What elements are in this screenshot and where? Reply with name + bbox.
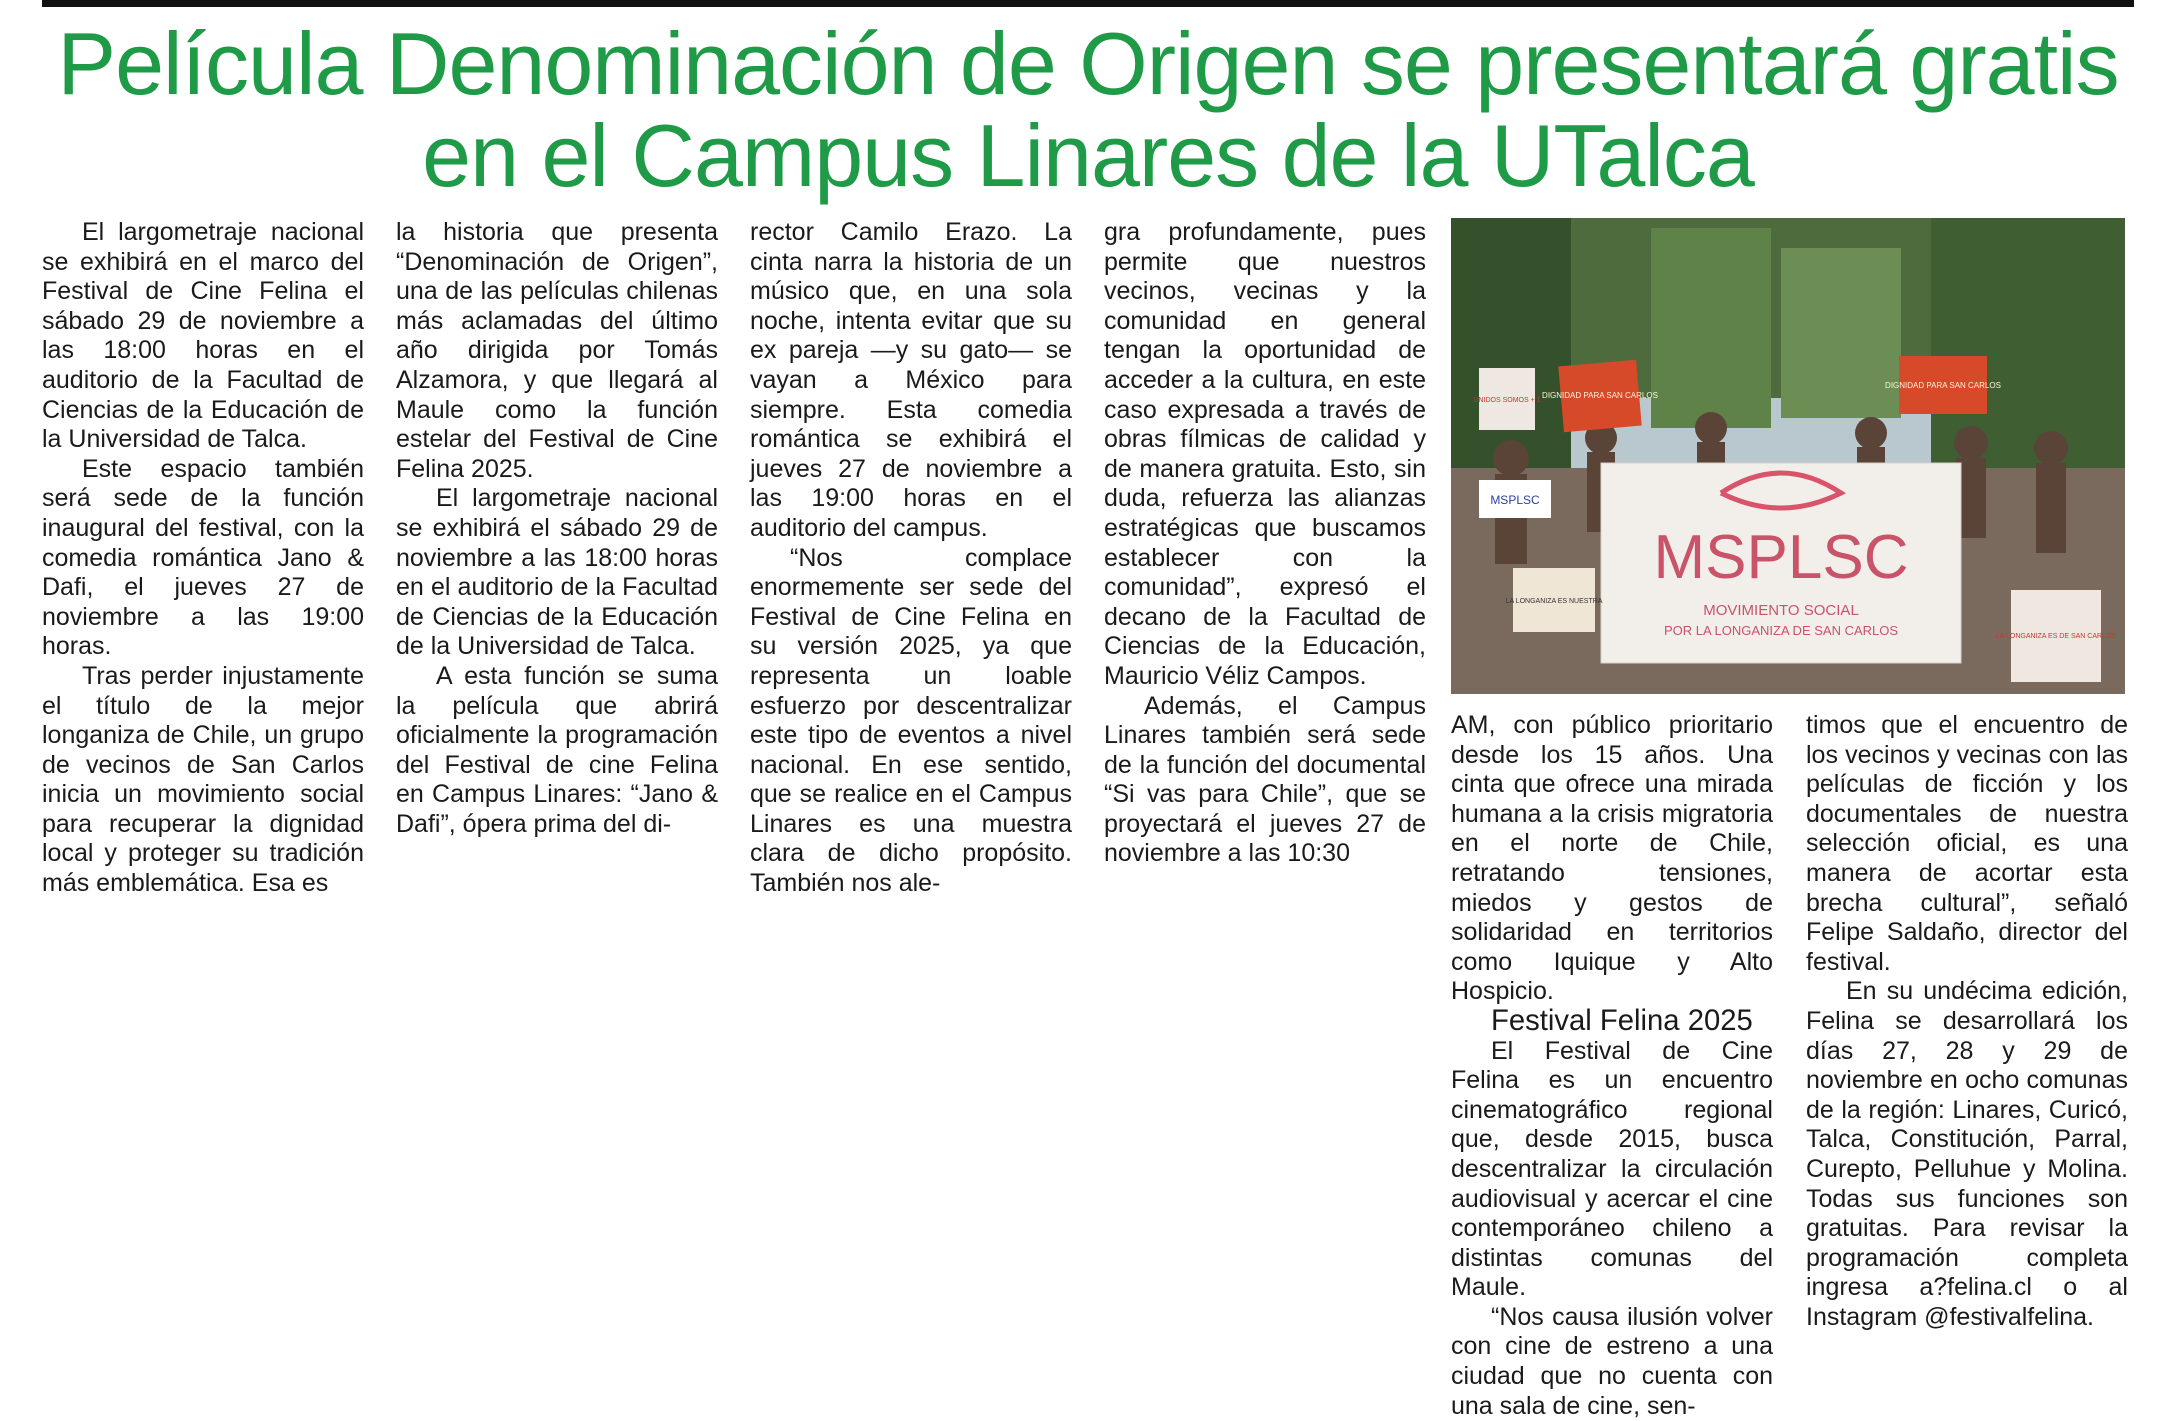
svg-text:DIGNIDAD PARA SAN CARLOS: DIGNIDAD PARA SAN CARLOS xyxy=(1542,391,1658,400)
protest-sign-white xyxy=(1473,368,1540,430)
article-column-2 xyxy=(396,218,718,839)
banner-sub-text-2: POR LA LONGANIZA DE SAN CARLOS xyxy=(1663,623,1899,638)
paragraph: El Festival de Cine Felina es un encuentro cinematográfico regional que, desde 2015, busca descentralizar la circulación audiovisual y acercar el cine contemporáneo chileno a distintas comunas del Maule. xyxy=(1451,1036,1773,1302)
headline xyxy=(30,14,2146,205)
article-photo xyxy=(1451,218,2125,694)
headline-line-1: Película Denominación de Origen se presentará gratis xyxy=(57,14,2119,113)
top-rule xyxy=(42,0,2134,7)
paragraph: rector Camilo Erazo. La cinta narra la historia de un músico que, en una sola noche, intenta evitar que su ex pareja —y su gato— se vayan a México para siempre. Esta comedia romántica se exhibirá el jueves 27 de noviembre a las 19:00 horas en el auditorio del campus. xyxy=(750,218,1072,542)
banner xyxy=(1601,463,1961,663)
svg-text:UNIDOS SOMOS + 1: UNIDOS SOMOS + 1 xyxy=(1473,397,1541,404)
svg-text:LA LONGANIZA ES NUESTRA: LA LONGANIZA ES NUESTRA xyxy=(1505,598,1603,605)
paragraph: El largometraje nacional se exhibirá en el marco del Festival de Cine Felina el sábado 29 de noviembre a las 18:00 horas en el auditorio de la Facultad de Ciencias de la Educación de la Universidad de Talca. xyxy=(42,218,364,454)
paragraph: Tras perder injustamente el título de la mejor longaniza de Chile, un grupo de vecinos de San Carlos inicia un movimiento social para recuperar la dignidad local y proteger su tradición más emblemática. Esa es xyxy=(42,661,364,898)
article-column-4 xyxy=(1104,218,1426,869)
section-subheading: Festival Felina 2025 xyxy=(1491,1004,1753,1037)
article-column-1 xyxy=(42,218,364,899)
paragraph: “Nos complace enormemente ser sede del Festival de Cine Felina en su versión 2025, ya que representa un loable esfuerzo por descentralizar este tipo de eventos a nivel nacional. En ese sentido, que se realice en el Campus Linares es una muestra clara de dicho propósito. También nos ale- xyxy=(750,543,1072,898)
paragraph: gra profundamente, pues permite que nuestros vecinos, vecinas y la comunidad en general tengan la oportunidad de acceder a la cultura, en este caso expresada a través de obras fílmicas de calidad y de manera gratuita. Esto, sin duda, refuerza las alianzas estratégicas que buscamos establecer con la comunidad”, expresó el decano de la Facultad de Ciencias de la Educación, Mauricio Véliz Campos. xyxy=(1104,218,1426,690)
svg-text:DIGNIDAD PARA SAN CARLOS: DIGNIDAD PARA SAN CARLOS xyxy=(1885,381,2001,390)
paragraph: timos que el encuentro de los vecinos y vecinas con las películas de ficción y los documentales de nuestra selección oficial, es una manera de acortar esta brecha cultural”, señaló Felipe Saldaño, director del festival. xyxy=(1806,711,2128,976)
article-column-6 xyxy=(1806,711,2128,1332)
paragraph: Además, el Campus Linares también será sede de la función del documental “Si vas para Chile”, que se proyectará el jueves 27 de noviembre a las 10:30 xyxy=(1104,691,1426,868)
paragraph: la historia que presenta “Denominación de Origen”, una de las películas chilenas más aclamadas del último año dirigida por Tomás Alzamora, y que llegará al Maule como la función estelar del Festival de Cine Felina 2025. xyxy=(396,218,718,483)
headline-line-2: en el Campus Linares de la UTalca xyxy=(422,106,1754,205)
paragraph: El largometraje nacional se exhibirá el sábado 29 de noviembre a las 18:00 horas en el auditorio de la Facultad de Ciencias de la Educación de la Universidad de Talca. xyxy=(396,484,718,661)
paragraph: AM, con público prioritario desde los 15 años. Una cinta que ofrece una mirada humana a la crisis migratoria en el norte de Chile, retratando tensiones, miedos y gestos de solidaridad en territorios como Iquique y Alto Hospicio. xyxy=(1451,711,1773,1006)
paragraph: “Nos causa ilusión volver con cine de estreno a una ciudad que no cuenta con una sala de cine, sen- xyxy=(1451,1302,1773,1420)
paragraph: A esta función se suma la película que abrirá oficialmente la programación del Festival de cine Felina en Campus Linares: “Jano & Dafi”, ópera prima del di- xyxy=(396,661,718,838)
article-column-3 xyxy=(750,218,1072,899)
svg-text:LA LONGANIZA ES DE SAN CARLOS: LA LONGANIZA ES DE SAN CARLOS xyxy=(1995,633,2117,640)
banner-main-text: MSPLSC xyxy=(1653,523,1909,592)
paragraph: Este espacio también será sede de la función inaugural del festival, con la comedia romántica Jano & Dafi, el jueves 27 de noviembre a las 19:00 horas. xyxy=(42,454,364,661)
protest-sign-right xyxy=(1996,590,2117,682)
protest-sign-red-2 xyxy=(1885,356,2001,414)
paragraph: En su undécima edición, Felina se desarrollará los días 27, 28 y 29 de noviembre en ocho comunas de la región: Linares, Curicó, Talca, Constitución, Parral, Curepto, Pelluhue y Molina. Todas sus funciones son gratuitas. Para revisar la programación completa ingresa a?felina.cl o al Instagram @festivalfelina. xyxy=(1806,977,2128,1331)
article-column-5 xyxy=(1451,711,1773,1421)
banner-sub-text-1: MOVIMIENTO SOCIAL xyxy=(1703,602,1859,619)
svg-text:MSPLSC: MSPLSC xyxy=(1490,493,1540,507)
